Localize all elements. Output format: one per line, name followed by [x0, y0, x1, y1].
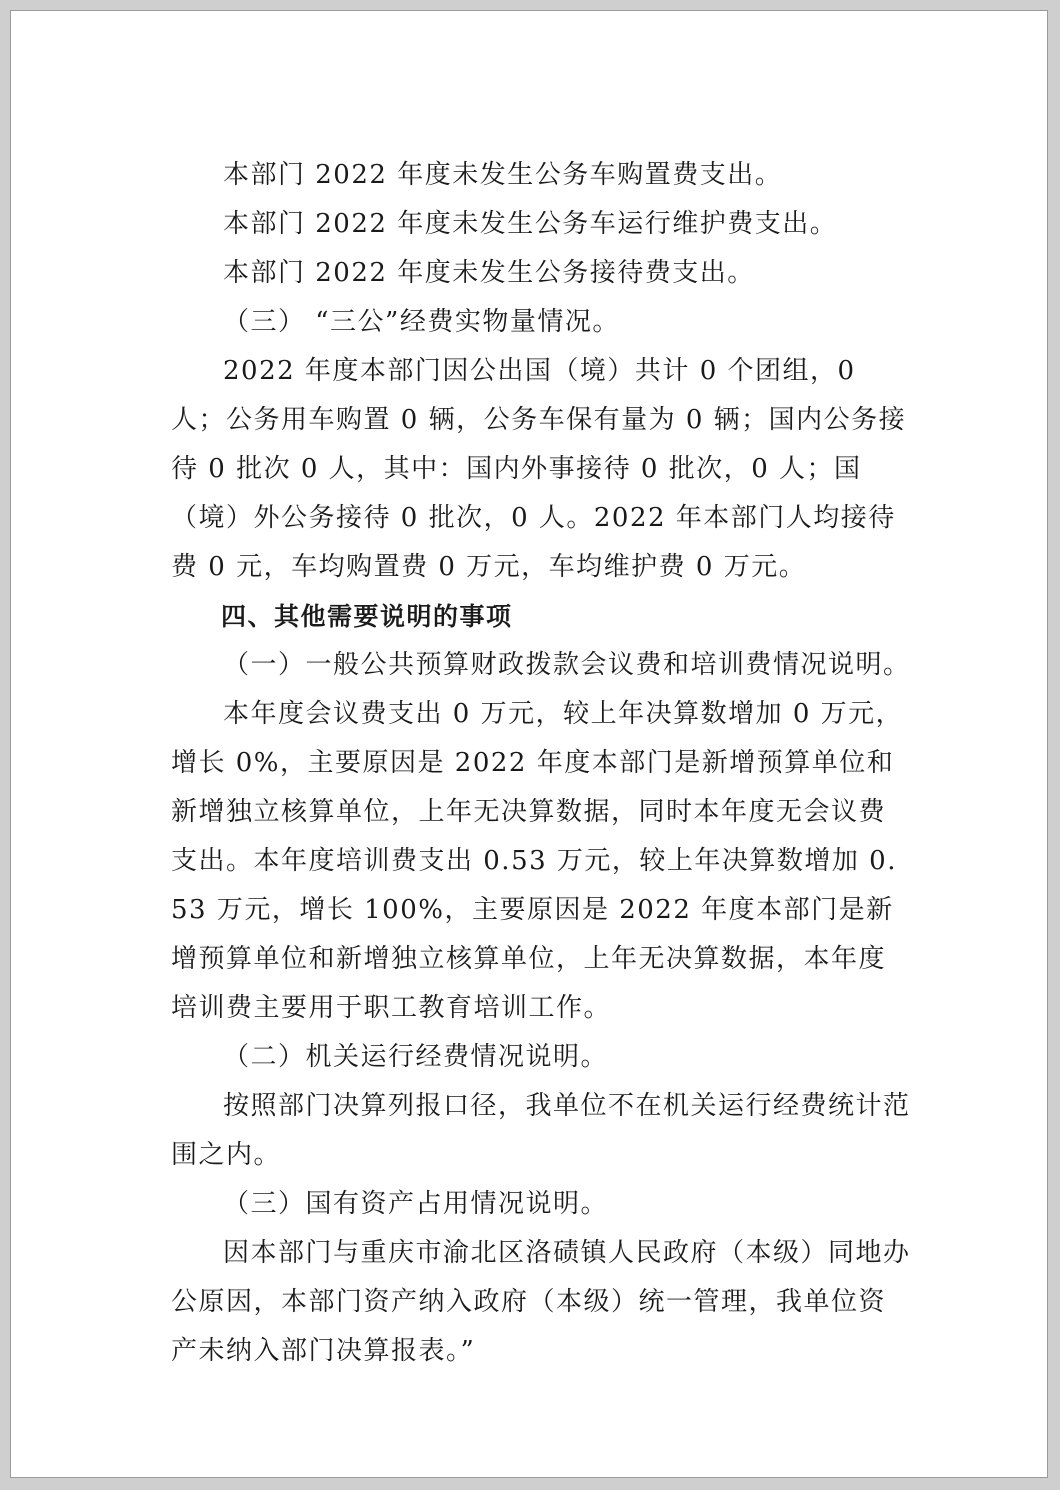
paragraph-physical-quantity: 2022 年度本部门因公出国（境）共计 0 个团组，0 人；公务用车购置 0 辆，公务车保有量为 0 辆；国内公务接待 0 批次 0 人，其中：国内外事接待 0 批次，0 人；国（境）外公务接待 0 批次，0 人。2022 年本部门人均接待费 0 元，车均购置费 0 万元，车均维护费 0 万元。 — [171, 356, 907, 582]
paragraph-meeting-training: 本年度会议费支出 0 万元，较上年决算数增加 0 万元，增长 0%，主要原因是 2022 年度本部门是新增预算单位和新增独立核算单位，上年无决算数据，同时本年度无会议费支出。本年度培训费支出 0.53 万元，较上年决算数增加 0.53 万元，增长 100%，主要原因是 2022 年度本部门是新增预算单位和新增独立核算单位，上年无决算数据，本年度培训费主要用于职工教育培训工作。 — [171, 699, 904, 1023]
subheading-state-assets: （三）国有资产占用情况说明。 — [223, 1189, 609, 1219]
subheading-operating-funds: （二）机关运行经费情况说明。 — [223, 1042, 609, 1072]
paragraph-operating-funds: 按照部门决算列报口径，我单位不在机关运行经费统计范围之内。 — [171, 1091, 911, 1170]
paragraph-reception: 本部门 2022 年度未发生公务接待费支出。 — [223, 258, 755, 288]
document-body — [171, 151, 911, 1376]
section-heading-other-matters: 四、其他需要说明的事项 — [221, 602, 513, 631]
subheading-meeting-training: （一）一般公共预算财政拨款会议费和培训费情况说明。 — [223, 650, 911, 680]
paragraph-vehicle-purchase: 本部门 2022 年度未发生公务车购置费支出。 — [223, 160, 783, 190]
paragraph-state-assets: 因本部门与重庆市渝北区洛碛镇人民政府（本级）同地办公原因，本部门资产纳入政府（本级）统一管理，我单位资产未纳入部门决算报表。” — [171, 1238, 911, 1366]
subheading-physical-quantity: （三） “三公”经费实物量情况。 — [223, 307, 620, 337]
paragraph-vehicle-maintenance: 本部门 2022 年度未发生公务车运行维护费支出。 — [223, 209, 838, 239]
document-page — [10, 10, 1048, 1478]
